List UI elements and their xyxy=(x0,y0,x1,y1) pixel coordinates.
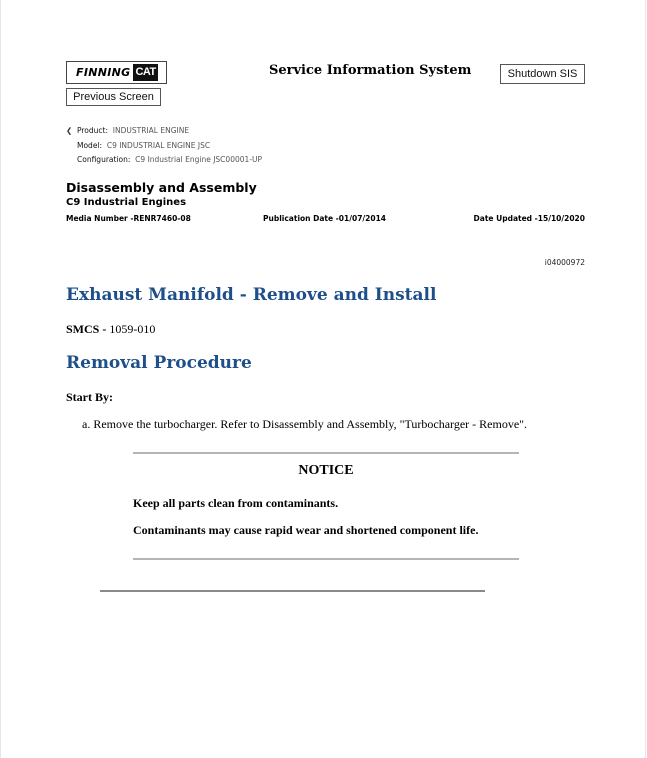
smcs-label: SMCS - xyxy=(66,322,107,336)
publication-date: Publication Date -01/07/2014 xyxy=(263,214,387,223)
breadcrumb-product[interactable] xyxy=(66,124,262,139)
breadcrumb-configuration xyxy=(66,153,262,168)
cat-logo-icon: CAT xyxy=(133,64,157,81)
configuration-value: C9 Industrial Engine JSC00001-UP xyxy=(135,155,262,164)
notice-top-divider xyxy=(133,452,519,454)
page-right-edge xyxy=(645,0,646,758)
breadcrumb-model xyxy=(66,139,262,154)
page-left-edge xyxy=(0,0,1,758)
smcs-value: 1059-010 xyxy=(106,322,156,336)
shutdown-sis-button[interactable]: Shutdown SIS xyxy=(500,64,585,84)
product-value: INDUSTRIAL ENGINE xyxy=(112,126,190,135)
notice-bottom-divider xyxy=(133,558,519,560)
logo-text: FINNING xyxy=(76,66,131,79)
step-a: a. Remove the turbocharger. Refer to Disassembly and Assembly, "Turbocharger - Remove". xyxy=(82,417,528,431)
model-label: Model: xyxy=(77,140,103,150)
notice-line-2: Contaminants may cause rapid wear and shortened component life. xyxy=(133,523,479,537)
start-by-label: Start By: xyxy=(66,390,113,404)
document-title: Disassembly and Assembly xyxy=(66,180,257,195)
smcs-code xyxy=(66,322,155,337)
notice-title: NOTICE xyxy=(298,463,354,478)
product-label: Product: xyxy=(77,126,109,135)
media-number: Media Number -RENR7460-08 xyxy=(66,214,191,223)
notice-line-1: Keep all parts clean from contaminants. xyxy=(133,496,339,510)
date-updated: Date Updated -15/10/2020 xyxy=(473,214,585,223)
chevron-left-icon: ❮ xyxy=(66,126,73,135)
section-heading: Removal Procedure xyxy=(66,353,252,373)
document-id: i04000972 xyxy=(544,258,585,267)
configuration-label: Configuration: xyxy=(77,155,131,164)
model-value: C9 INDUSTRIAL ENGINE JSC xyxy=(106,140,211,150)
previous-screen-button[interactable]: Previous Screen xyxy=(66,88,161,106)
finning-cat-logo xyxy=(66,61,167,84)
page-heading: Exhaust Manifold - Remove and Install xyxy=(66,285,437,305)
content-end-divider xyxy=(100,590,485,592)
app-title: Service Information System xyxy=(269,63,472,78)
document-subtitle: C9 Industrial Engines xyxy=(66,197,187,208)
breadcrumb xyxy=(66,124,262,168)
